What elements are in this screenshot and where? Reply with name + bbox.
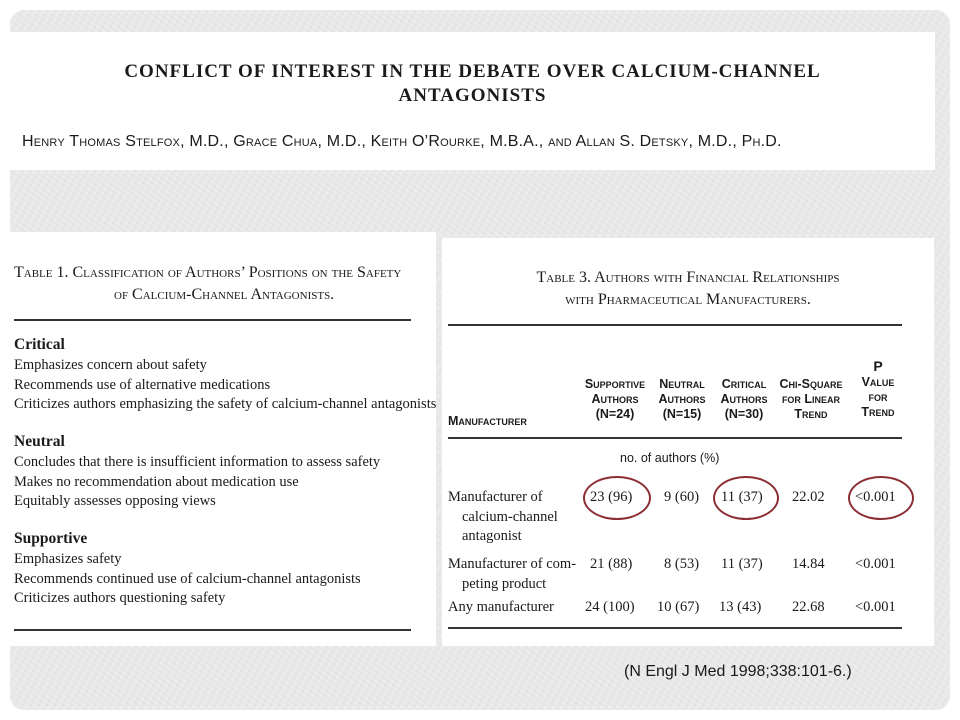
article-authors: Henry Thomas Stelfox, M.D., Grace Chua, M.D., Keith O’Rourke, M.B.A., and Allan S. Detsky, M.D., Ph.D. bbox=[22, 133, 782, 150]
list-item: Makes no recommendation about medication use bbox=[14, 473, 299, 490]
table-row-label: Manufacturer of calcium-channel antagonist bbox=[448, 489, 558, 544]
cell-p-value: <0.001 bbox=[855, 556, 896, 572]
table1-category-supportive bbox=[14, 528, 414, 609]
list-item: Recommends continued use of calcium-channel antagonists bbox=[14, 570, 361, 587]
table3-title: Table 3. Authors with Financial Relationships with Pharmaceutical Manufacturers. bbox=[536, 269, 840, 308]
header-critical: Critical Authors (N=30) bbox=[720, 377, 768, 421]
table1-top-rule bbox=[14, 319, 411, 321]
table-row-label: Any manufacturer bbox=[448, 599, 554, 615]
list-item: Emphasizes safety bbox=[14, 551, 122, 567]
cell-supportive: 24 (100) bbox=[585, 599, 635, 615]
cell-neutral: 9 (60) bbox=[664, 489, 700, 505]
cell-p-value: <0.001 bbox=[855, 489, 896, 505]
category-heading: Supportive bbox=[14, 530, 88, 547]
journal-citation: (N Engl J Med 1998;338:101-6.) bbox=[624, 663, 852, 680]
table1-category-neutral bbox=[14, 431, 414, 512]
category-heading: Neutral bbox=[14, 433, 65, 450]
table1-category-critical bbox=[14, 334, 437, 415]
article-title: CONFLICT OF INTEREST IN THE DEBATE OVER CALCIUM-CHANNEL ANTAGONISTS bbox=[124, 61, 821, 106]
cell-critical: 13 (43) bbox=[719, 599, 762, 615]
table1-title: Table 1. Classification of Authors’ Positions on the Safety of Calcium-Channel Antagonists. bbox=[14, 264, 402, 303]
list-item: Criticizes authors emphasizing the safety of calcium-channel antagonists bbox=[14, 396, 437, 412]
highlight-circle-supportive bbox=[583, 476, 651, 520]
cell-neutral: 10 (67) bbox=[657, 599, 700, 615]
table3-top-rule bbox=[448, 324, 902, 326]
header-chi-square: Chi-Square for Linear Trend bbox=[779, 377, 843, 421]
list-item: Criticizes authors questioning safety bbox=[14, 590, 226, 606]
list-item: Equitably assesses opposing views bbox=[14, 493, 216, 509]
cell-supportive: 21 (88) bbox=[590, 556, 633, 572]
cell-p-value: <0.001 bbox=[855, 599, 896, 615]
table-row-label: Manufacturer of com- peting product bbox=[448, 556, 577, 592]
highlight-circle-critical bbox=[713, 476, 779, 520]
table3-bottom-rule bbox=[448, 627, 902, 629]
header-neutral: Neutral Authors (N=15) bbox=[658, 377, 706, 421]
list-item: Concludes that there is insufficient information to assess safety bbox=[14, 454, 381, 470]
list-item: Emphasizes concern about safety bbox=[14, 357, 207, 373]
units-subheader: no. of authors (%) bbox=[620, 451, 720, 465]
cell-chi-square: 22.68 bbox=[792, 599, 825, 615]
cell-chi-square: 14.84 bbox=[792, 556, 825, 572]
header-manufacturer: Manufacturer bbox=[448, 414, 527, 428]
table1-bottom-rule bbox=[14, 629, 411, 631]
cell-neutral: 8 (53) bbox=[664, 556, 700, 572]
category-heading: Critical bbox=[14, 336, 65, 353]
list-item: Recommends use of alternative medications bbox=[14, 376, 271, 393]
cell-chi-square: 22.02 bbox=[792, 489, 825, 505]
highlight-circle-p-value bbox=[848, 476, 914, 520]
cell-critical: 11 (37) bbox=[721, 556, 763, 572]
table3-header-rule bbox=[448, 437, 902, 439]
cell-critical: 11 (37) bbox=[721, 489, 763, 505]
header-p-value: P Value for Trend bbox=[861, 358, 895, 419]
header-supportive: Supportive Authors (N=24) bbox=[584, 377, 646, 421]
cell-supportive: 23 (96) bbox=[590, 489, 633, 505]
